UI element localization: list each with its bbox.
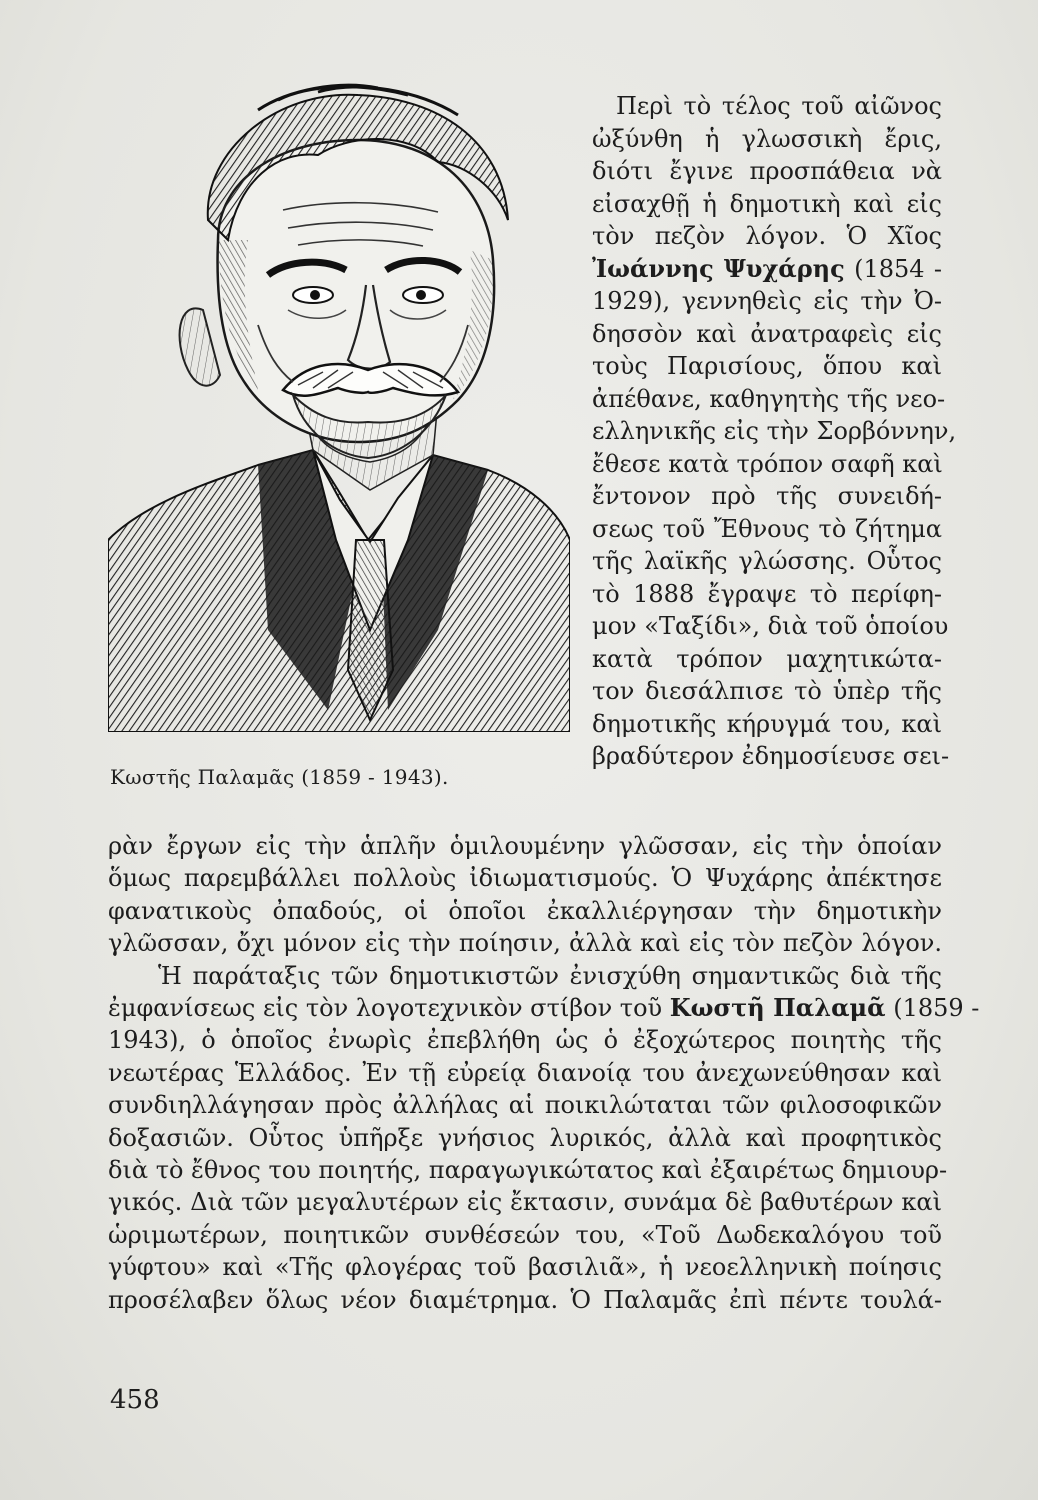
text-line: ἀπέθανε, καθηγητὴς τῆς νεο- [592, 384, 946, 413]
portrait-caption: Κωστῆς Παλαμᾶς (1859 - 1943). [110, 765, 449, 789]
text-line: τῆς λαϊκῆς γλώσσης. Οὗτος [592, 547, 942, 575]
text-line: ἔθεσε κατὰ τρόπον σαφῆ καὶ [592, 449, 943, 478]
text-line: τὸ 1888 ἔγραψε τὸ περίφη- [592, 579, 942, 608]
text-line: ὅμως παρεμβάλλει πολλοὺς ἰδιωματισμούς. Ὁ Ψυχάρης ἀπέκτησε [108, 864, 942, 893]
text-line: Ἡ παράταξις τῶν δημοτικιστῶν ἐνισχύθη σημαντικῶς διὰ τῆς [158, 961, 942, 990]
text-line: διὰ τὸ ἔθνος του ποιητής, παραγωγικώτατος καὶ ἐξαιρέτως δημιουρ- [108, 1156, 948, 1185]
text-line: γικός. Διὰ τῶν μεγαλυτέρων εἰς ἔκτασιν, συνάμα δὲ βαθυτέρων καὶ [108, 1188, 942, 1217]
text-line: συνδιηλλάγησαν πρὸς ἀλλήλας αἱ ποικιλώταται τῶν φιλοσοφικῶν [108, 1091, 942, 1120]
text-line: ὠξύνθη ἡ γλωσσικὴ ἔρις, [592, 124, 942, 153]
name-psycharis: Ἰωάννης Ψυχάρης [592, 253, 845, 283]
text-line: 1943), ὁ ὁποῖος ἐνωρὶς ἐπεβλήθη ὡς ὁ ἐξοχώτερος ποιητὴς τῆς [108, 1026, 942, 1055]
text-line: προσέλαβεν ὅλως νέον διαμέτρημα. Ὁ Παλαμᾶς ἐπὶ πέντε τουλά- [108, 1285, 942, 1314]
text-line: ελληνικῆς εἰς τὴν Σορβόννην, [592, 417, 957, 445]
text-line: τοὺς Παρισίους, ὅπου καὶ [592, 352, 942, 380]
text-line: δησσὸν καὶ ἀνατραφεὶς εἰς [592, 319, 942, 348]
text-line: Περὶ τὸ τέλος τοῦ αἰῶνος [616, 92, 942, 120]
text-line: τον διεσάλπισε τὸ ὑπὲρ τῆς [592, 677, 942, 705]
text-line: τὸν πεζὸν λόγον. Ὁ Χῖος [592, 222, 942, 250]
text-line: σεως τοῦ Ἔθνους τὸ ζήτημα [592, 514, 942, 543]
text-line-with-name: ἐμφανίσεως εἰς τὸν λογοτεχνικὸν στίβον τοῦ Κωστῆ Παλαμᾶ (1859 - [108, 993, 980, 1023]
full-width-text [108, 830, 980, 1316]
portrait-engraving [108, 70, 570, 732]
text-line: φανατικοὺς ὀπαδούς, οἱ ὁποῖοι ἐκαλλιέργησαν τὴν δημοτικὴν [108, 896, 942, 925]
text-line: ρὰν ἔργων εἰς τὴν ἁπλῆν ὁμιλουμένην γλῶσσαν, εἰς τὴν ὁποίαν [108, 832, 942, 860]
side-column-text [592, 90, 957, 773]
text-line: δημοτικῆς κήρυγμά του, καὶ [592, 709, 942, 738]
page-number: 458 [110, 1385, 160, 1415]
text-line: ὡριμωτέρων, ποιητικῶν συνθέσεών του, «Τοῦ Δωδεκαλόγου τοῦ [108, 1220, 942, 1249]
text-line-with-name: Ἰωάννης Ψυχάρης (1854 - [592, 253, 942, 283]
text-line: διότι ἔγινε προσπάθεια νὰ [592, 157, 942, 185]
text-line: 1929), γεννηθεὶς εἰς τὴν Ὀ- [592, 287, 942, 315]
text-line: εἰσαχθῇ ἡ δημοτικὴ καὶ εἰς [592, 189, 942, 218]
text-line: γύφτου» καὶ «Τῆς φλογέρας τοῦ βασιλιᾶ», ἡ νεοελληνικὴ ποίησις [108, 1253, 942, 1282]
text-line: μον «Ταξίδι», διὰ τοῦ ὁποίου [592, 612, 949, 640]
text-line: γλῶσσαν, ὄχι μόνον εἰς τὴν ποίησιν, ἀλλὰ καὶ εἰς τὸν πεζὸν λόγον. [108, 929, 942, 958]
text-line: βραδύτερον ἐδημοσίευσε σει- [592, 742, 950, 770]
text-line: κατὰ τρόπον μαχητικώτα- [592, 644, 942, 673]
name-palamas: Κωστῆ Παλαμᾶ [669, 993, 886, 1023]
text-line: νεωτέρας Ἑλλάδος. Ἐν τῇ εὐρείᾳ διανοίᾳ του ἀνεχωνεύθησαν καὶ [108, 1058, 942, 1087]
text-line: δοξασιῶν. Οὗτος ὑπῆρξε γνήσιος λυρικός, ἀλλὰ καὶ προφητικὸς [108, 1123, 942, 1152]
text-line: ἔντονον πρὸ τῆς συνειδή- [592, 482, 942, 510]
